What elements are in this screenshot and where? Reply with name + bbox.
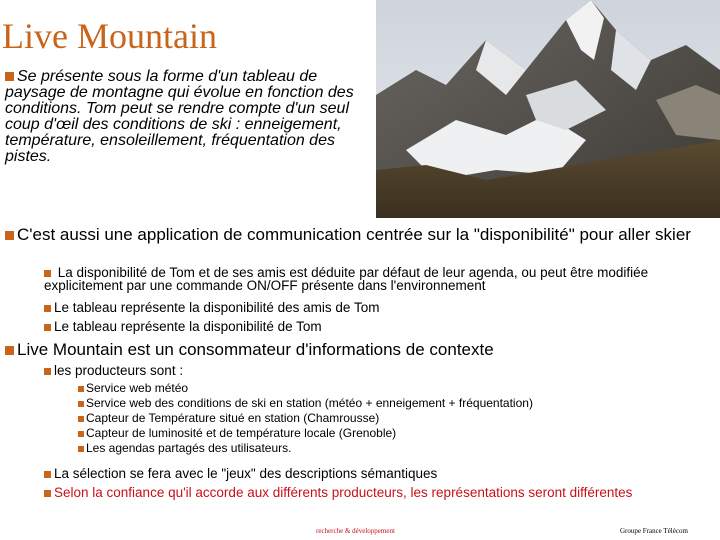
communication-item bbox=[5, 227, 705, 243]
list-item-text: Le tableau représente la disponibilité de Tom bbox=[54, 319, 322, 334]
producer-item bbox=[78, 411, 698, 426]
bullet-icon bbox=[78, 431, 84, 437]
producer-item bbox=[78, 441, 698, 456]
producer-item bbox=[78, 426, 698, 441]
producer-item bbox=[78, 381, 698, 396]
list-item bbox=[44, 266, 704, 292]
bullet-icon bbox=[44, 490, 51, 497]
footer-right: Groupe France Télécom bbox=[620, 527, 688, 535]
list-item-text: La disponibilité de Tom et de ses amis est déduite par défaut de leur agenda, ou peut être modifiée explicitement par une commande ON/OFF présente dans l'environnement bbox=[44, 265, 649, 293]
bullet-icon bbox=[44, 270, 51, 277]
bullet-icon bbox=[78, 416, 84, 422]
producer-text: Service web des conditions de ski en station (météo + enneigement + fréquentation) bbox=[86, 396, 533, 410]
bullet-icon bbox=[44, 305, 51, 312]
producer-text: Capteur de luminosité et de température locale (Grenoble) bbox=[86, 426, 397, 440]
list-item bbox=[44, 467, 704, 480]
confidence-text: Selon la confiance qu'il accorde aux différents producteurs, les représentations seront différentes bbox=[54, 485, 633, 500]
selection-text: La sélection se fera avec le "jeux" des descriptions sémantiques bbox=[54, 466, 438, 481]
bullet-icon bbox=[78, 446, 84, 452]
mountain-photo bbox=[376, 0, 720, 218]
bullet-icon bbox=[78, 386, 84, 392]
bullet-icon bbox=[78, 401, 84, 407]
list-item bbox=[44, 301, 704, 314]
footer-left: recherche & développement bbox=[316, 527, 395, 535]
intro-text: Se présente sous la forme d'un tableau de paysage de montagne qui évolue en fonction des conditions. Tom peut se rendre compte d'un seul coup d'œil des conditions de ski : enneigement, température, ensoleillement, fréquentation des pistes. bbox=[5, 68, 354, 165]
communication-text: C'est aussi une application de communication centrée sur la "disponibilité" pour aller skier bbox=[17, 225, 691, 244]
producers-label-item bbox=[44, 364, 704, 377]
producers-list bbox=[78, 381, 698, 456]
list-item-text: Le tableau représente la disponibilité des amis de Tom bbox=[54, 300, 380, 315]
producer-item bbox=[78, 396, 698, 411]
bullet-icon bbox=[44, 471, 51, 478]
bullet-icon bbox=[44, 324, 51, 331]
bullet-icon bbox=[5, 231, 14, 240]
list-item bbox=[44, 486, 704, 499]
bullet-icon bbox=[5, 72, 14, 81]
slide-title: Live Mountain bbox=[2, 16, 217, 56]
intro-item bbox=[5, 69, 373, 165]
context-text: Live Mountain est un consommateur d'informations de contexte bbox=[17, 340, 494, 359]
producer-text: Capteur de Température situé en station (Chamrousse) bbox=[86, 411, 380, 425]
producer-text: Service web météo bbox=[86, 381, 189, 395]
context-item bbox=[5, 342, 705, 358]
bullet-icon bbox=[44, 368, 51, 375]
bullet-icon bbox=[5, 346, 14, 355]
producers-label: les producteurs sont : bbox=[54, 363, 184, 378]
producer-text: Les agendas partagés des utilisateurs. bbox=[86, 441, 292, 455]
list-item bbox=[44, 320, 704, 333]
